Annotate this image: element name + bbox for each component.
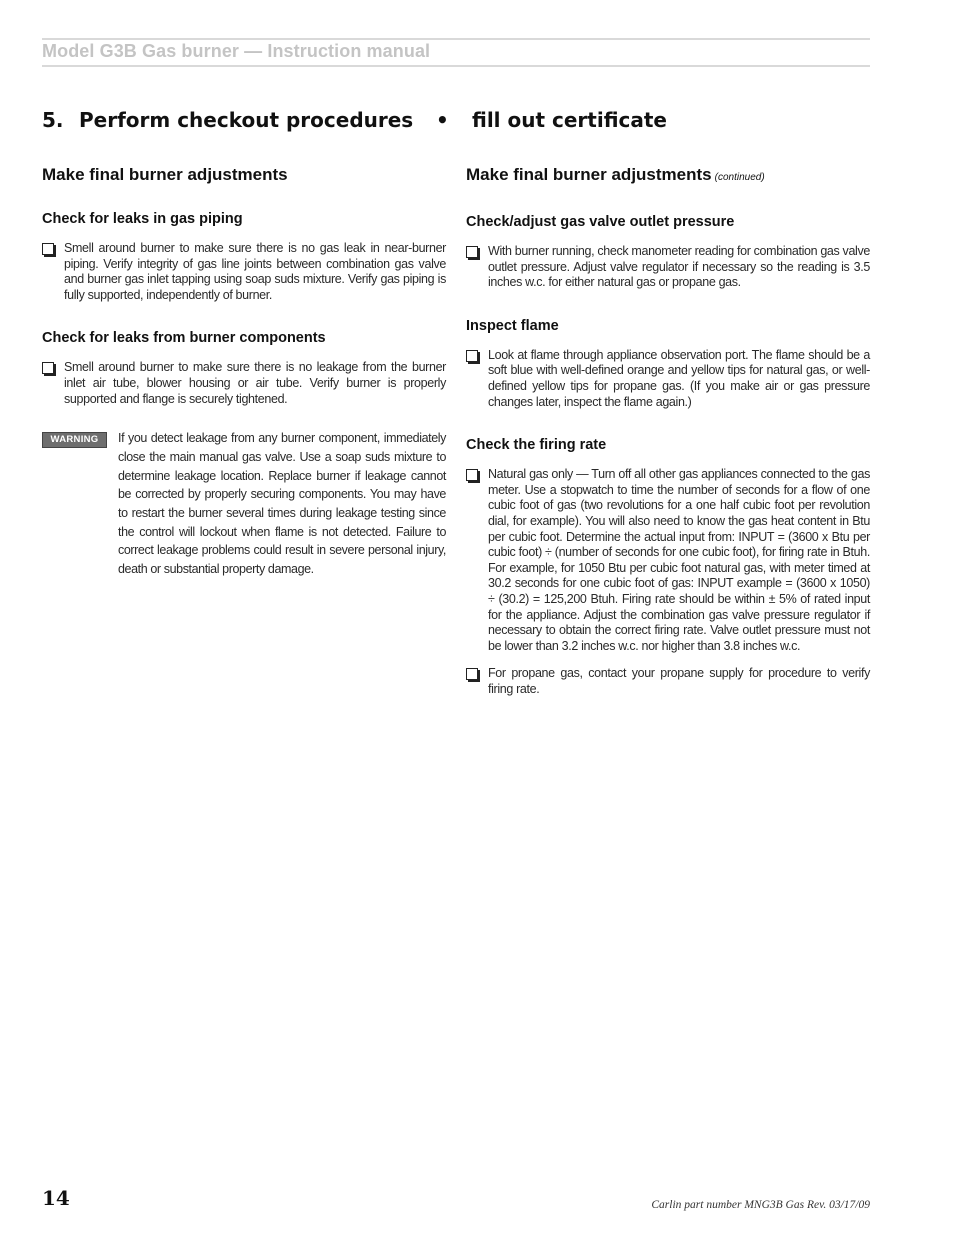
warning-text: If you detect leakage from any burner component, immediately close the main manual gas valve. Use a soap suds mixture to determine leakage location. Replace burner if leakage cannot be corrected by properly securing components. You may have to restart the burner several times during leakage testing since the control will lockout when flame is not detected. Failure to correct leakage problems could result in severe personal injury, death or substantial property damage. bbox=[118, 431, 446, 577]
running-header bbox=[42, 38, 870, 67]
checkbox-icon[interactable] bbox=[466, 246, 478, 258]
section-title bbox=[42, 108, 870, 134]
left-heading: Make final burner adjustments bbox=[42, 165, 288, 184]
item-text: Smell around burner to make sure there is no gas leak in near-burner piping. Verify integrity of gas line joints between combination gas valve and burner gas inlet tapping using soap suds mixture. Verify gas piping is fully supported, independently of burner. bbox=[64, 241, 446, 302]
heading-leaks-burner-components: Check for leaks from burner components bbox=[42, 330, 326, 347]
item-text: Smell around burner to make sure there is no leakage from the burner inlet air tube, blower housing or air tube. Verify burner is properly supported and flange is securely tightened. bbox=[64, 360, 446, 406]
manual-title: Model G3B Gas burner — Instruction manual bbox=[42, 41, 431, 61]
warning-badge: WARNING bbox=[42, 432, 107, 448]
heading-leaks-gas-piping: Check for leaks in gas piping bbox=[42, 211, 243, 227]
heading-firing-rate: Check the firing rate bbox=[466, 437, 607, 454]
checkbox-icon[interactable] bbox=[466, 350, 478, 362]
continued-label: (continued) bbox=[714, 172, 765, 183]
section-subheading: fill out certificate bbox=[472, 108, 667, 132]
checkbox-icon[interactable] bbox=[42, 243, 54, 255]
heading-inspect-flame: Inspect flame bbox=[466, 317, 559, 334]
checklist-item-natural-gas bbox=[466, 467, 870, 654]
checklist-item-burner-components bbox=[42, 360, 446, 407]
right-heading-text: Make final burner adjustments bbox=[466, 165, 712, 184]
left-column bbox=[42, 164, 446, 579]
section-heading: Perform checkout procedures bbox=[79, 108, 414, 132]
item-text: Look at flame through appliance observation port. The flame should be a soft blue with well-defined orange and yellow tips for natural gas, or well-defined yellow tips for propane gas. (If you make air or gas pressure changes later, inspect the flame again.) bbox=[488, 347, 870, 409]
right-heading bbox=[466, 164, 870, 189]
right-column bbox=[466, 164, 870, 697]
item-text: With burner running, check manometer reading for combination gas valve outlet pressure. Adjust valve regulator if necessary so the reading is 3.5 inches w.c. for either natural gas or propane gas. bbox=[488, 244, 870, 290]
page-number: 14 bbox=[42, 1186, 70, 1210]
checklist-item-propane bbox=[466, 666, 870, 697]
checklist-item-gas-piping bbox=[42, 241, 446, 303]
checklist-item-inspect-flame bbox=[466, 348, 870, 410]
heading-gas-valve-outlet-pressure: Check/adjust gas valve outlet pressure bbox=[466, 214, 735, 230]
checkbox-icon[interactable] bbox=[42, 362, 54, 374]
checkbox-icon[interactable] bbox=[466, 469, 478, 481]
item-text: Natural gas only — Turn off all other gas appliances connected to the gas meter. Use a stopwatch to time the number of seconds for a flow of one cubic foot of gas (two revolutions for a one half cubic foot per revolution dial, for example). You will also need to know the gas heat content in Btu per cubic foot. Determine the actual input from: INPUT = (3600 x Btu per cubic foot) ÷ (number of seconds for one cubic foot), for firing rate in Btuh. For example, for 1050 Btu per cubic foot natural gas, with meter timed at 30.2 seconds for one cubic foot of gas: INPUT example = (3600 x 1050) ÷ (30.2) = 125,200 Btuh. Firing rate should be within ± 5% of rated input for the appliance. Adjust the combination gas valve pressure regulator if necessary to obtain the correct firing rate. Valve outlet pressure must not be lower than 3.2 inches w.c. nor higher than 3.8 inches w.c. bbox=[488, 467, 870, 653]
item-text: For propane gas, contact your propane supply for procedure to verify firing rate. bbox=[488, 666, 870, 696]
part-number-note: Carlin part number MNG3B Gas Rev. 03/17/09 bbox=[651, 1199, 870, 1211]
section-separator: • bbox=[436, 108, 449, 132]
checkbox-icon[interactable] bbox=[466, 668, 478, 680]
section-number: 5. bbox=[42, 108, 64, 132]
warning-block bbox=[42, 429, 446, 579]
checklist-item-outlet-pressure bbox=[466, 244, 870, 291]
